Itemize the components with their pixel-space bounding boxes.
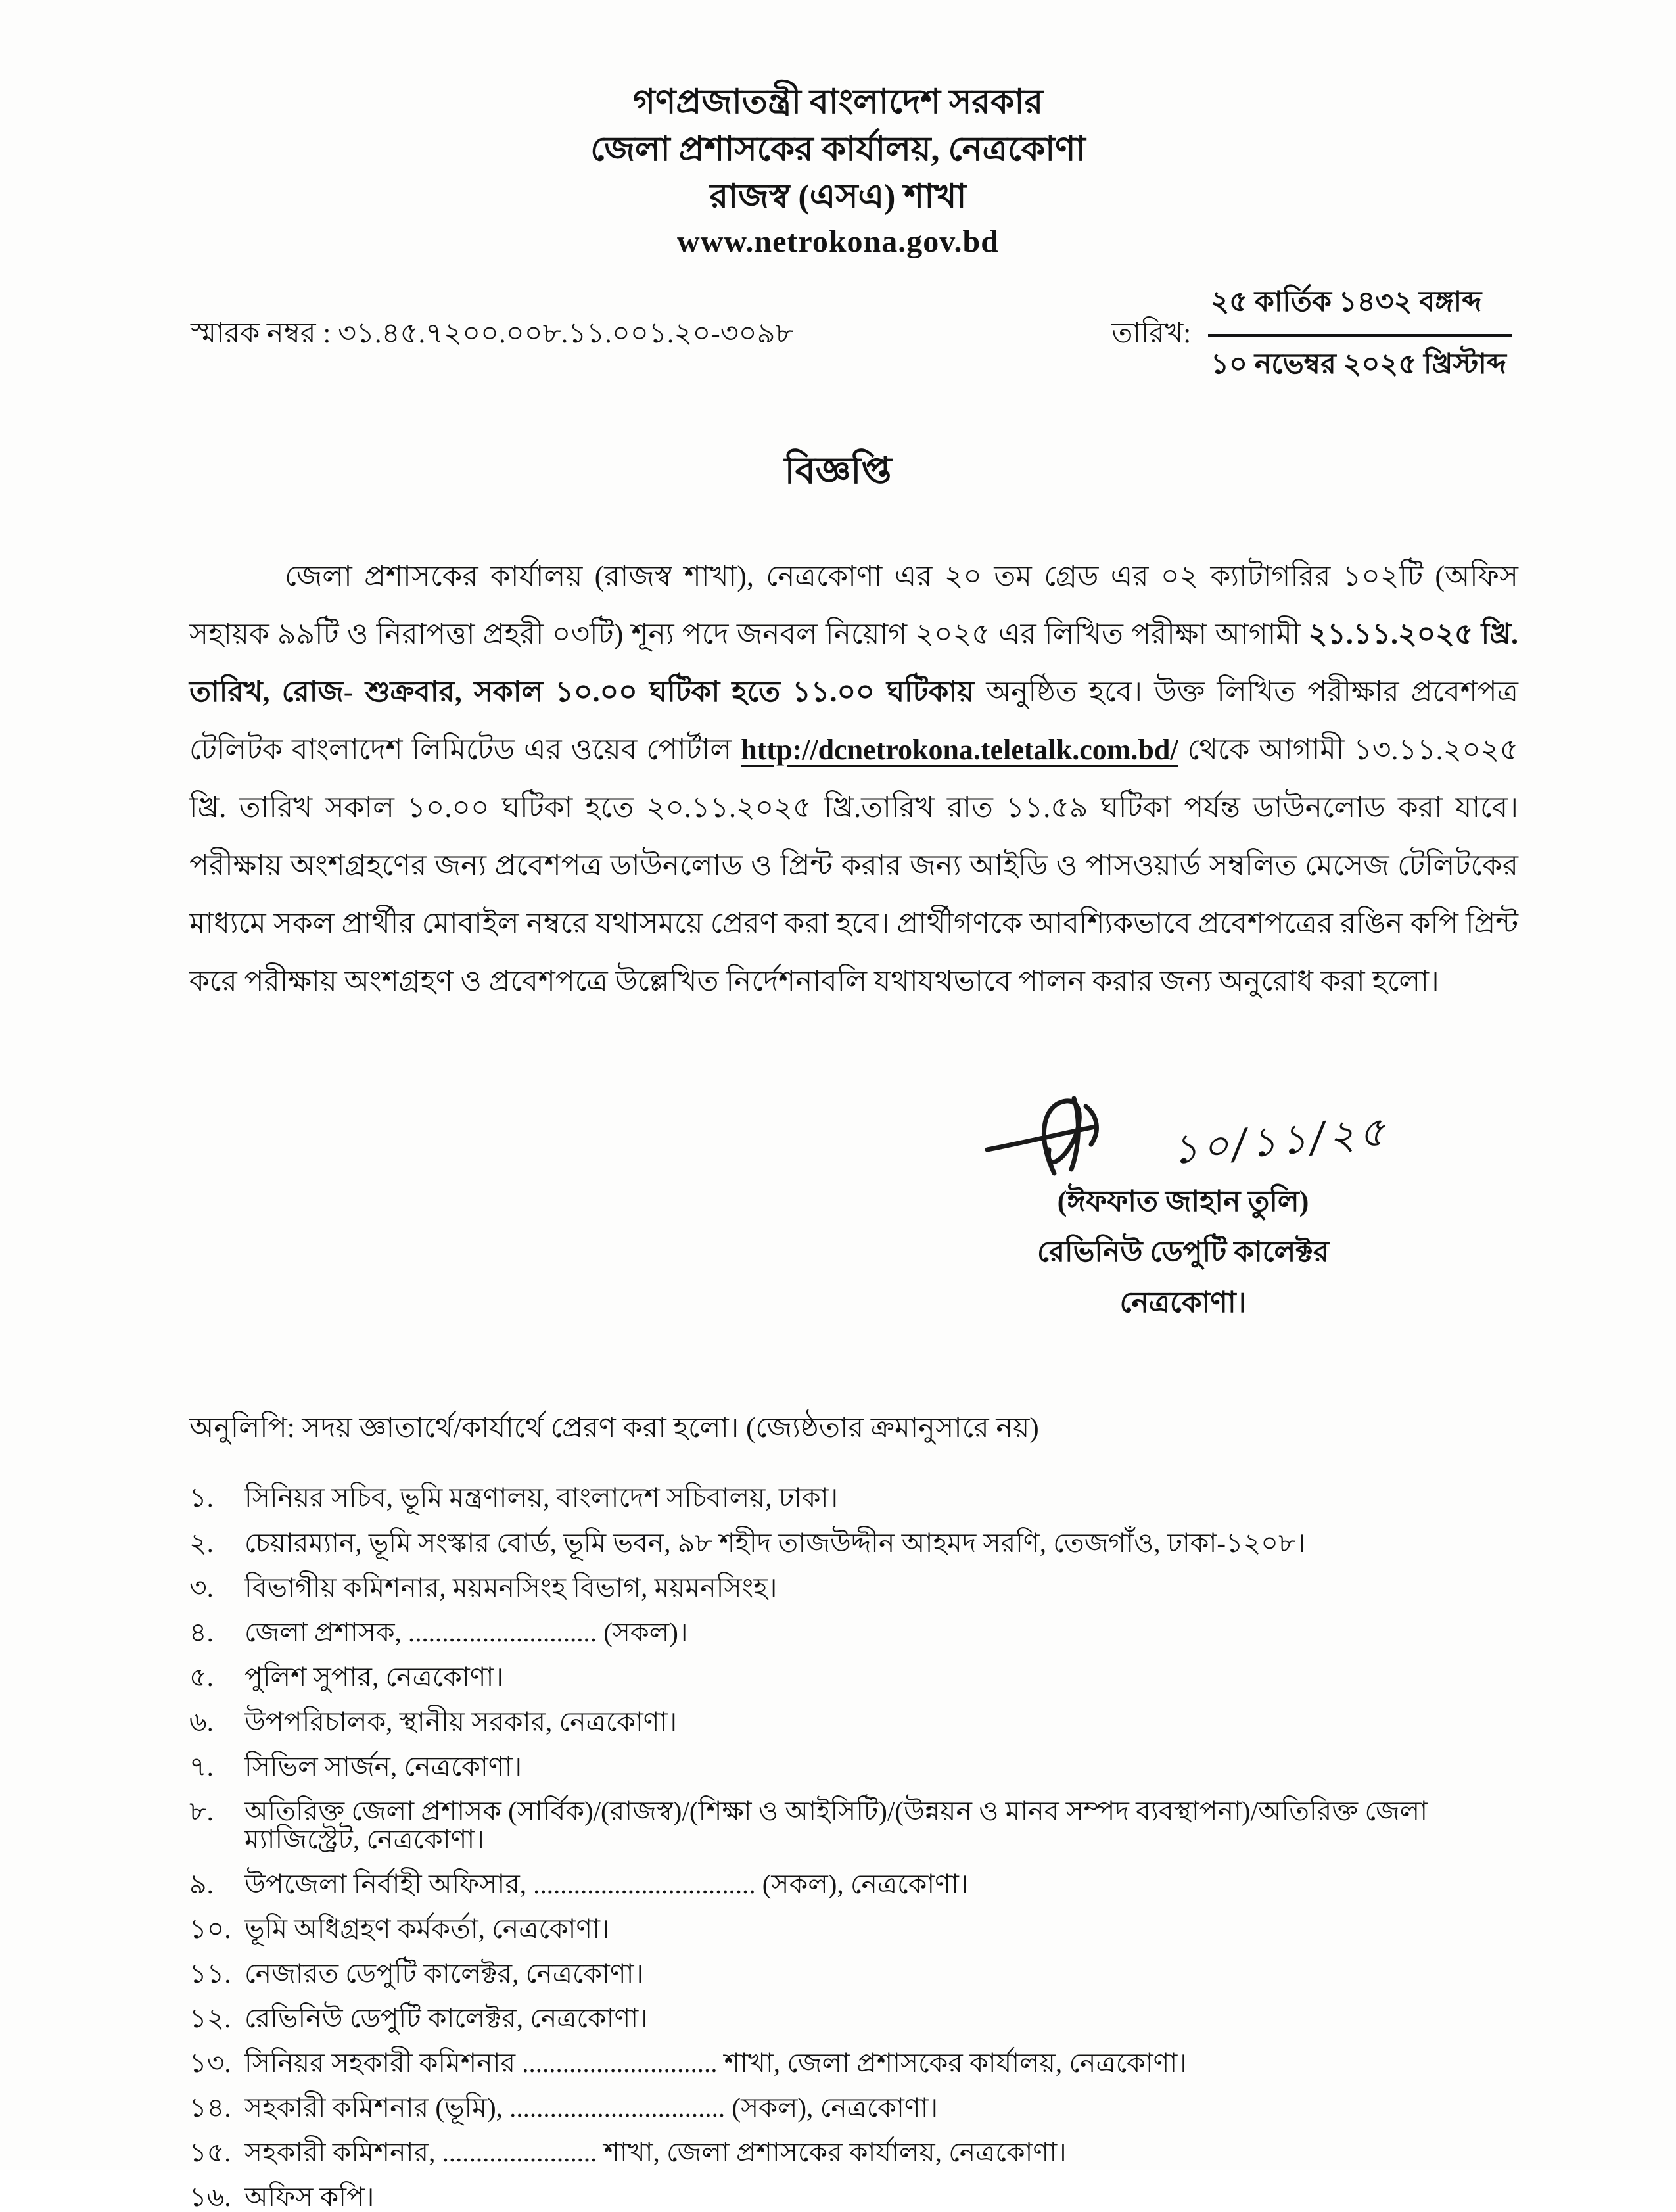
list-item-text: অফিস কপি। — [244, 2182, 375, 2212]
body-segment: জেলা প্রশাসকের কার্যালয় (রাজস্ব শাখা), নেত্রকোণা এর ২০ তম গ্রেড এর ০২ ক্যাটাগরির ১০২টি (অফিস সহায়ক ৯৯টি ও নিরাপত্তা প্রহরী ০৩টি) শূন্য পদে জনবল নিয়োগ ২০২৫ এর লিখিত পরীক্ষা আগামী — [189, 560, 1518, 651]
list-item-text: চেয়ারম্যান, ভূমি সংস্কার বোর্ড, ভূমি ভবন, ৯৮ শহীদ তাজউদ্দীন আহমদ সরণি, তেজগাঁও, ঢাকা-১২০৮। — [244, 1527, 1306, 1558]
memo-date-row — [191, 281, 1512, 390]
list-item-number: ৪. — [189, 1616, 214, 1647]
office-name: জেলা প্রশাসকের কার্যালয়, নেত্রকোণা — [590, 130, 1086, 168]
signature-scribble-icon — [975, 1089, 1173, 1188]
list-item-number: ১৪. — [189, 2092, 231, 2123]
list-item-text: সিনিয়র সহকারী কমিশনার ............................. শাখা, জেলা প্রশাসকের কার্যালয়, নেত্রকোণা। — [244, 2048, 1187, 2079]
date-block — [1111, 281, 1512, 390]
list-item — [189, 2004, 1518, 2033]
list-item — [189, 1870, 1518, 1898]
notice-title: বিজ্ঞপ্তি — [784, 451, 892, 492]
list-item-number: ৮. — [189, 1795, 214, 1826]
list-item-number: ১৫. — [189, 2137, 231, 2168]
list-item-text: সহকারী কমিশনার, ....................... শাখা, জেলা প্রশাসকের কার্যালয়, নেত্রকোণা। — [244, 2137, 1067, 2168]
list-item-number: ৬. — [189, 1706, 214, 1737]
list-item-number: ২. — [189, 1527, 214, 1558]
list-item — [189, 2138, 1518, 2167]
memo-number: স্মারক নম্বর : ৩১.৪৫.৭২০০.০০৮.১১.০০১.২০-৩০৯৮ — [191, 318, 794, 349]
list-item-number: ১. — [189, 1482, 214, 1513]
list-item — [189, 1484, 1518, 1512]
list-item — [189, 2049, 1518, 2077]
list-item — [189, 1574, 1518, 1602]
list-item-text: নেজারত ডেপুটি কালেক্টর, নেত্রকোণা। — [244, 1958, 644, 1988]
signature-row — [953, 1089, 1413, 1188]
portal-url-link[interactable]: http://dcnetrokona.teletalk.com.bd/ — [741, 734, 1178, 766]
signer-designation: রেভিনিউ ডেপুটি কালেক্টর — [1037, 1236, 1329, 1269]
body-segment: ২১.১১.২০২৫ খ্রি. তারিখ, রোজ- শুক্রবার, সকাল ১০.০০ ঘটিকা হতে ১১.০০ ঘটিকায় — [189, 618, 1518, 709]
distribution-heading: অনুলিপি: সদয় জ্ঞাতার্থে/কার্যার্থে প্রেরণ করা হলো। (জ্যেষ্ঠতার ক্রমানুসারে নয়) — [189, 1413, 1039, 1444]
list-item — [189, 2183, 1518, 2211]
notice-body — [189, 548, 1518, 1010]
website-text: www.netrokona.gov.bd — [677, 224, 999, 260]
list-item-text: সিভিল সার্জন, নেত্রকোণা। — [244, 1751, 523, 1781]
date-label: তারিখ: — [1111, 318, 1192, 349]
list-item-text: সিনিয়র সচিব, ভূমি মন্ত্রণালয়, বাংলাদেশ সচিবালয়, ঢাকা। — [244, 1482, 839, 1513]
list-item-text: সহকারী কমিশনার (ভূমি), ................................ (সকল), নেত্রকোণা। — [244, 2092, 939, 2123]
list-item — [189, 1915, 1518, 1943]
branch-name: রাজস্ব (এসএ) শাখা — [709, 177, 967, 216]
list-item — [189, 1960, 1518, 1988]
list-item-number: ৯. — [189, 1868, 214, 1899]
date-bangla: ২৫ কার্তিক ১৪৩২ বঙ্গাব্দ — [1208, 281, 1512, 337]
signer-place: নেত্রকোণা। — [1119, 1286, 1247, 1319]
list-item — [189, 1529, 1518, 1557]
list-item-number: ১১. — [189, 1958, 231, 1988]
list-item — [189, 2094, 1518, 2122]
distribution-section — [189, 1407, 1518, 2211]
list-item-number: ৫. — [189, 1661, 214, 1692]
list-item-number: ১৩. — [189, 2048, 231, 2079]
list-item-number: ৩. — [189, 1572, 214, 1603]
list-item-number: ৭. — [189, 1751, 214, 1781]
list-item-text: বিভাগীয় কমিশনার, ময়মনসিংহ বিভাগ, ময়মনসিংহ। — [244, 1572, 778, 1603]
list-item-text: জেলা প্রশাসক, ............................ (সকল)। — [244, 1616, 688, 1647]
date-stack — [1208, 281, 1512, 390]
signer-name: (ঈফফাত জাহান তুলি) — [1057, 1185, 1309, 1218]
signature-block — [953, 1089, 1413, 1328]
government-name: গণপ্রজাতন্ত্রী বাংলাদেশ সরকার — [632, 83, 1044, 121]
body-segment: অনুষ্ঠিত হবে। উক্ত লিখিত পরীক্ষার প্রবেশপত্র টেলিটক বাংলাদেশ লিমিটেড এর ওয়েব পোর্টাল — [189, 676, 1518, 766]
list-item — [189, 1797, 1518, 1854]
list-item-number: ১২. — [189, 2003, 231, 2034]
list-item-text: উপজেলা নির্বাহী অফিসার, ................................. (সকল), নেত্রকোণা। — [244, 1868, 969, 1899]
list-item-number: ১০. — [189, 1913, 231, 1944]
list-item-text: পুলিশ সুপার, নেত্রকোণা। — [244, 1661, 504, 1692]
date-gregorian: ১০ নভেম্বর ২০২৫ খ্রিস্টাব্দ — [1211, 349, 1506, 381]
list-item-number: ১৬. — [189, 2182, 231, 2212]
list-item-text: ভূমি অধিগ্রহণ কর্মকর্তা, নেত্রকোণা। — [244, 1913, 610, 1944]
distribution-list — [189, 1484, 1518, 2211]
body-segment: থেকে আগামী ১৩.১১.২০২৫ খ্রি. তারিখ সকাল ১০.০০ ঘটিকা হতে ২০.১১.২০২৫ খ্রি.তারিখ রাত ১১.৫৯ ঘটিকা পর্যন্ত ডাউনলোড করা যাবে। পরীক্ষায় অংশগ্রহণের জন্য প্রবেশপত্র ডাউনলোড ও প্রিন্ট করার জন্য আইডি ও পাসওয়ার্ড সম্বলিত মেসেজ টেলিটকের মাধ্যমে সকল প্রার্থীর মোবাইল নম্বরে যথাসময়ে প্রেরণ করা হবে। প্রার্থীগণকে আবশ্যিকভাবে প্রবেশপত্রের রঙিন কপি প্রিন্ট করে পরীক্ষায় অংশগ্রহণ ও প্রবেশপত্রে উল্লেখিত নির্দেশনাবলি যথাযথভাবে পালন করার জন্য অনুরোধ করা হলো। — [189, 734, 1519, 998]
letterhead — [0, 0, 1676, 264]
list-item — [189, 1708, 1518, 1736]
handwritten-date: ১০/১১/২৫ — [1170, 1106, 1391, 1174]
list-item — [189, 1753, 1518, 1781]
list-item-text: রেভিনিউ ডেপুটি কালেক্টর, নেত্রকোণা। — [244, 2003, 648, 2034]
list-item — [189, 1618, 1518, 1647]
list-item — [189, 1663, 1518, 1691]
list-item-text: অতিরিক্ত জেলা প্রশাসক (সার্বিক)/(রাজস্ব)/(শিক্ষা ও আইসিটি)/(উন্নয়ন ও মানব সম্পদ ব্যবস্থাপনা)/অতিরিক্ত জেলা ম্যাজিস্ট্রেট, নেত্রকোণা। — [244, 1795, 1428, 1854]
list-item-text: উপপরিচালক, স্থানীয় সরকার, নেত্রকোণা। — [244, 1706, 678, 1737]
